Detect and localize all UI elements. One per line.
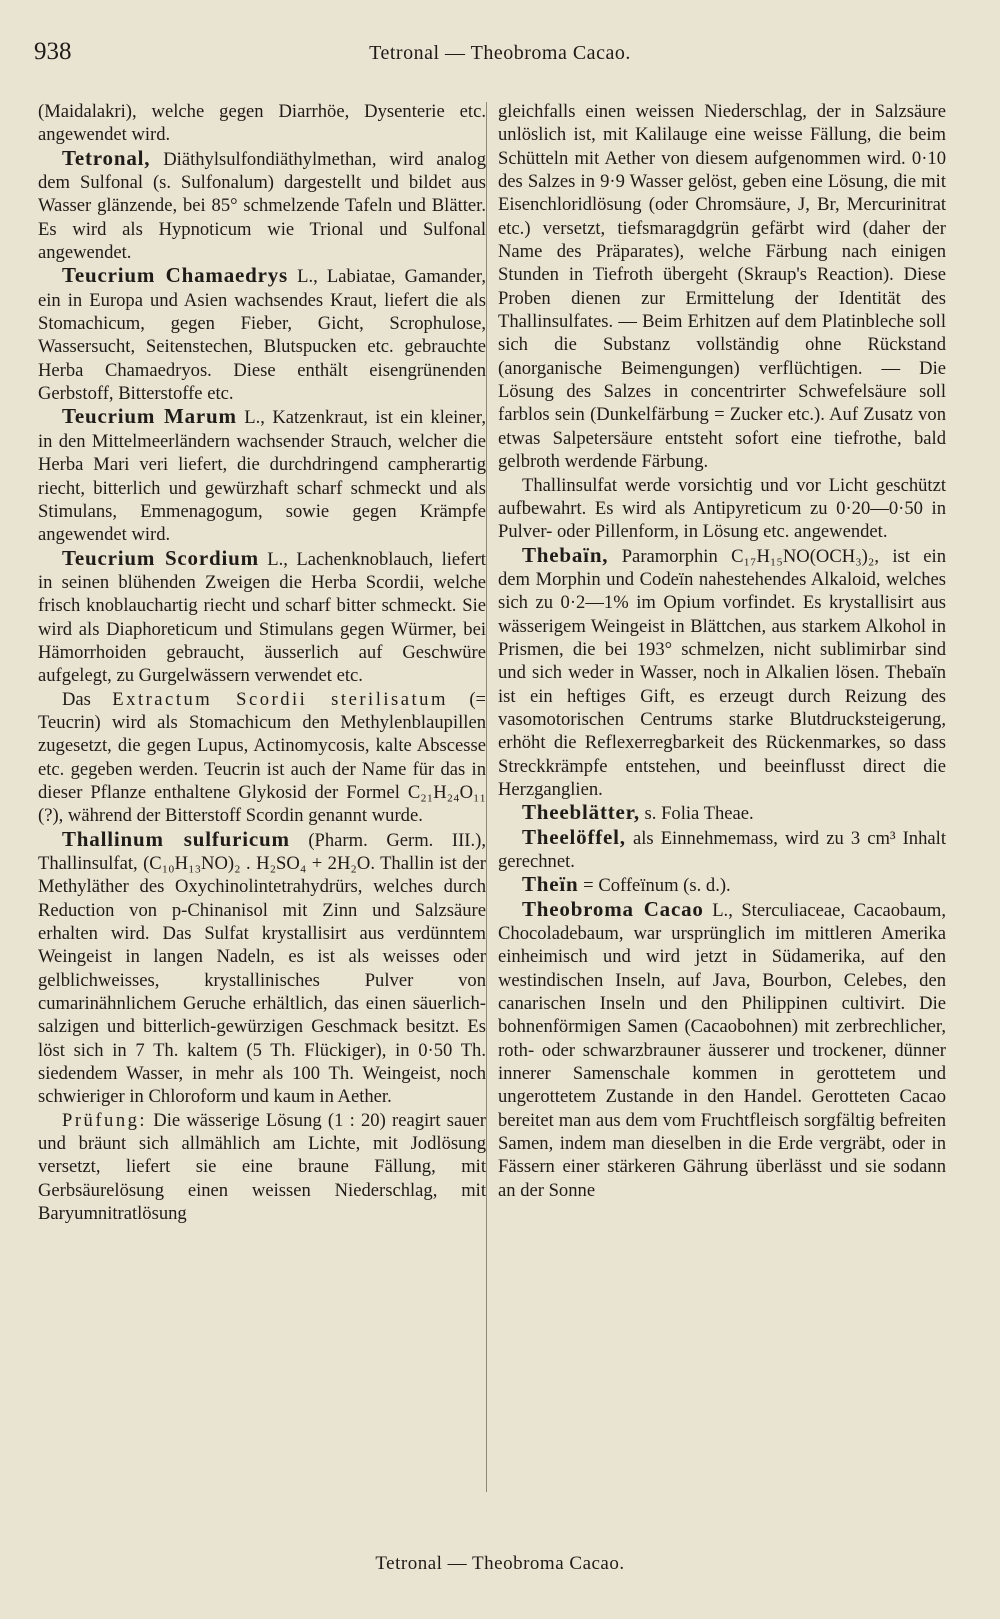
entry-headword: Thallinum sulfuricum [62, 826, 290, 851]
entry-text: Thallinsulfat werde vorsichtig und vor Licht geschützt aufbewahrt. Es wird als Antipyreticum zu 0·20—0·50 in Pulver- oder Pillenform, in Lösung etc. angewendet. [498, 474, 946, 543]
entry-headword: Theeblätter, [522, 800, 640, 825]
paragraph [38, 828, 486, 1109]
paragraph [498, 100, 946, 474]
paragraph [38, 405, 486, 546]
column-divider [486, 102, 487, 1492]
entry-text: L., Katzenkraut, ist ein kleiner, in den Mittelmeerländern wachsender Strauch, welcher die Herba Mari veri liefert, die durchdringend campherartig riecht, bitterlich und gewürzhaft scharf schmeckt und als Stimulans, Emmenagogum, sowie gegen Krämpfe angewendet wird. [38, 407, 486, 546]
spaced-term: Extractum Scordii sterilisatum [112, 688, 448, 710]
entry-headword: Thebaïn, [522, 542, 609, 567]
entry-text: Diäthylsulfondiäthylmethan, wird analog dem Sulfonal (s. Sulfonalum) dargestellt und bildet aus Wasser glänzende, bei 85° schmelzende Tafeln und Blätter. Es wird als Hypnoticum wie Trional und Sulfonal angewendet. [38, 148, 486, 264]
entry-headword: Teucrium Chamaedrys [62, 263, 288, 288]
entry-text: (Pharm. Germ. III.), Thallinsulfat, (C₁₀H₁₃NO)₂ . H₂SO₄ + 2H₂O. Thallin ist der Methyläther des Oxychinolintetrahydrürs, welches durch Reduction von p-Chinanisol mit Zinn und Salzsäure erhalten wird. Das Sulfat krystallisirt aus verdünntem Weingeist in langen Nadeln, es ist als weisses oder gelblichweisses, krystallinisches Pulver von cumarinähnlichem Geruche erhältlich, das einen säuerlich-salzigen und bitterlich-gewürzigen Geschmack besitzt. Es löst sich in 7 Th. kaltem (5 Th. Flückiger), in 0·50 Th. siedendem Wasser, in mehr als 100 Th. Weingeist, noch schwieriger in Chloroform und kaum in Aether. [38, 829, 486, 1108]
entry-text: (Maidalakri), welche gegen Diarrhöe, Dysenterie etc. angewendet wird. [38, 101, 486, 146]
spaced-term: Prüfung: [62, 1109, 148, 1131]
entry-headword: Teucrium Marum [62, 404, 237, 429]
paragraph [38, 100, 486, 147]
entry-text: = Coffeïnum (s. d.). [578, 875, 731, 897]
entry-text: (= Teucrin) wird als Stomachicum den Methylenblaupillen zugesetzt, die gegen Lupus, Actinomycosis, kalte Abscesse etc. gegeben werden. Teucrin ist auch der Name für das in dieser Pflanze enthaltene Glykosid der Formel C₂₁H₂₄O₁₁ (?), während der Bitterstoff Scordin genannt wurde. [38, 688, 486, 827]
left-column [38, 100, 486, 1226]
entry-text: L., Lachenknoblauch, liefert in seinen blühenden Zweigen die Herba Scordii, welche frisch knoblauchartig riecht und scharf bitter schmeckt. Sie wird als Diaphoreticum und Stimulans gegen Würmer, bei Hämorrhoiden gebraucht, äusserlich auf Geschwüre aufgelegt, zu Gurgelwässern verwendet etc. [38, 548, 486, 687]
entry-headword: Theobroma Cacao [522, 896, 704, 921]
entry-text: Paramorphin C₁₇H₁₅NO(OCH₃)₂, ist ein dem Morphin und Codeïn nahestehendes Alkaloid, welches sich zu 0·2—1% im Opium vorfindet. Es krystallisirt aus wässerigem Weingeist in Blättchen, aus starkem Alkohol in Prismen, die bei 193° schmelzen, nicht sublimirbar sind und sich weder in Wasser, noch in Alkalien lösen. Thebaïn ist ein heftiges Gift, es erzeugt durch Reizung des vasomotorischen Centrums starke Blutdrucksteigerung, erhöht die Reflexerregbarkeit des Rückenmarkes, so dass Streckkrämpfe entstehen, und beeinflusst direct die Herzganglien. [498, 545, 946, 800]
right-column [498, 100, 946, 1202]
paragraph [498, 826, 946, 874]
entry-text: L., Sterculiaceae, Cacaobaum, Chocoladebaum, war ursprünglich im mittleren Amerika einheimisch und wird jetzt in Südamerika, auf den westindischen Inseln, auf Java, Bourbon, Celebes, den canarischen Inseln und den Philippinen cultivirt. Die bohnenförmigen Samen (Cacaobohnen) mit zerbrechlicher, roth- oder schwarzbrauner äusserer und trockener, dünner innerer Samenschale kommen in gerottetem und ungerottetem Zustande in den Handel. Gerotteten Cacao bereitet man aus dem vom Fruchtfleisch sorgfältig befreiten Samen, indem man dieselben in die Erde vergräbt, oder in Fässern einer stärkeren Gährung überlässt und sie sodann an der Sonne [498, 899, 946, 1201]
paragraph [38, 1109, 486, 1226]
paragraph [38, 688, 486, 828]
paragraph [38, 147, 486, 265]
paragraph [498, 873, 946, 897]
paragraph [498, 474, 946, 544]
entry-headword: Theïn [522, 872, 579, 897]
paragraph [498, 801, 946, 825]
entry-text: s. Folia Theae. [639, 803, 754, 825]
paragraph [498, 898, 946, 1202]
entry-text: Das [62, 688, 113, 710]
entry-headword: Theelöffel, [522, 824, 626, 849]
entry-text: als Einnehmemass, wird zu 3 cm³ Inhalt gerechnet. [498, 827, 946, 872]
entry-text: L., Labiatae, Gamander, ein in Europa und Asien wachsendes Kraut, liefert die als Stomachicum, gegen Fieber, Gicht, Scrophulose, Wassersucht, Seitenstechen, Blutspucken etc. gebrauchte Herba Chamaedryos. Diese enthält eisengrünenden Gerbstoff, Bitterstoffe etc. [38, 266, 486, 405]
entry-text: Die wässerige Lösung (1 : 20) reagirt sauer und bräunt sich allmählich am Lichte, mit Jodlösung versetzt, liefert sie eine braune Fällung, mit Gerbsäurelösung einen weissen Niederschlag, mit Baryumnitratlösung [38, 1109, 486, 1225]
paragraph [38, 264, 486, 405]
footer-title: Tetronal — Theobroma Cacao. [375, 1553, 625, 1574]
entry-headword: Tetronal, [62, 145, 151, 170]
paragraph [38, 547, 486, 688]
page-number: 938 [34, 38, 72, 65]
running-head: Tetronal — Theobroma Cacao. [369, 42, 631, 64]
entry-text: gleichfalls einen weissen Niederschlag, der in Salzsäure unlöslich ist, mit Kalilauge eine weisse Fällung, die beim Schütteln mit Aether von diesem aufgenommen wird. 0·10 des Salzes in 9·9 Wasser gelöst, geben eine Lösung, die mit Eisenchloridlösung (oder Chromsäure, J, Br, Mercurinitrat etc.) versetzt, tiefsmaragdgrün gefärbt wird (daher der Name des Präparates), welche Färbung nach einigen Stunden in Tiefroth übergeht (Skraup's Reaction). Diese Proben dienen zur Ermittelung der Identität des Thallinsulfates. — Beim Erhitzen auf dem Platinbleche soll sich die Substanz vollständig ohne Rückstand (anorganische Beimengungen) verflüchtigen. — Die Lösung des Salzes in concentrirter Schwefelsäure soll farblos sein (Dunkelfärbung = Zucker etc.). Auf Zusatz von etwas Salpetersäure entsteht sofort eine tiefrothe, bald gelbroth werdende Färbung. [498, 101, 946, 473]
paragraph [498, 544, 946, 802]
entry-headword: Teucrium Scordium [62, 545, 259, 570]
